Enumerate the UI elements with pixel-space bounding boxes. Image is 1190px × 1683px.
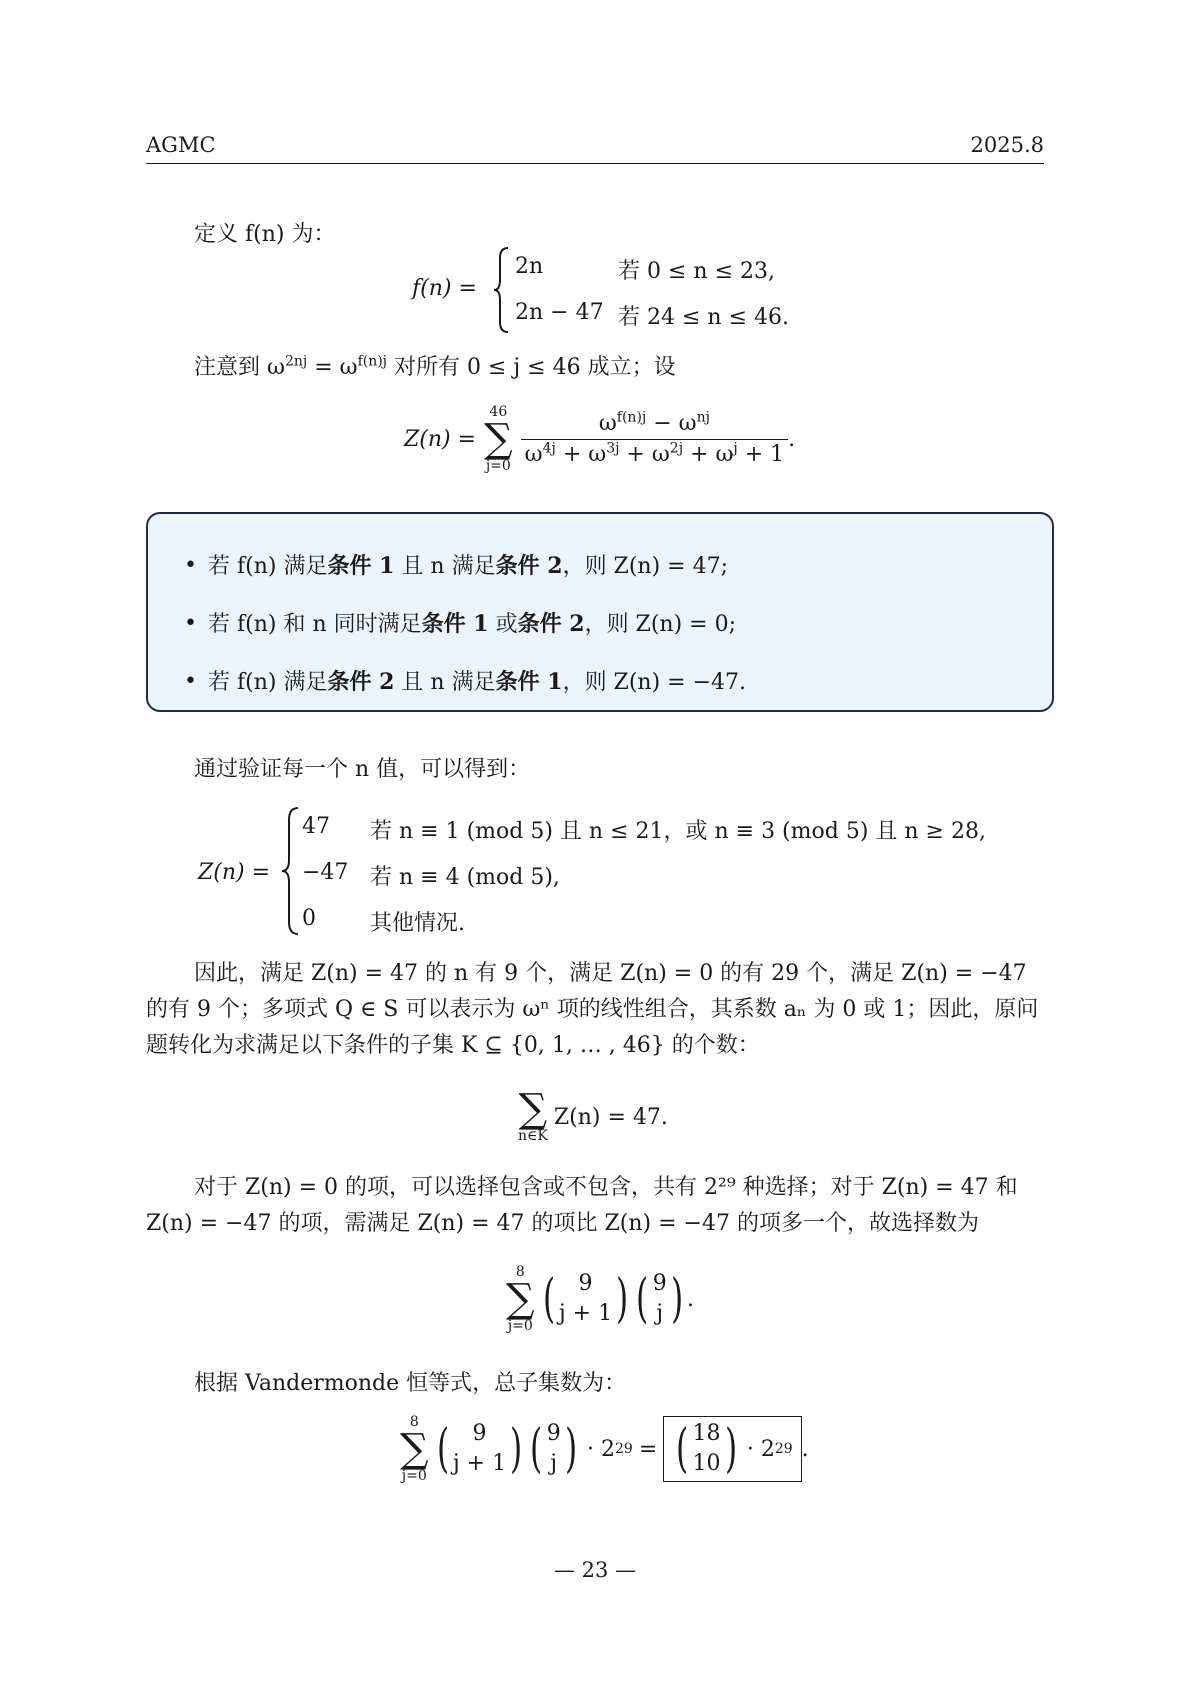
z-definition: Z(n) = 46 ∑ j=0 $\frac{\omega^{f(n)j} - \omega^{nj}}{\omega^{4j} + \omega^{3j} + \omega^{2j} + \omega^j + 1}$ . [404,404,796,474]
zn-case3-cond: 其他情况. [370,911,465,936]
z-def-fraction: $\frac{\omega^{f(n)j} - \omega^{nj}}{\omega^{4j} + \omega^{3j} + \omega^{2j} + \omega^j + 1}$ [521,409,789,470]
zn-case3-val: 0 [302,906,316,931]
zn-case2-val: −47 [302,860,349,885]
zn-cases-lhs: Z(n) = [198,860,271,885]
paragraph-counts: 因此，满足 Z(n) = 47 的 n 有 9 个，满足 Z(n) = 0 的有 29 个，满足 Z(n) = −47 的有 9 个；多项式 Q ∈ S 可以表示为 ωⁿ 项的线性组合，其系数 aₙ 为 0 或 1；因此，原问题转化为求满足以下条件的子集 K ⊆ {0, 1, … , 46} 的个数： [146,961,1039,1058]
fn-case1-cond: 若 0 ≤ n ≤ 23, [618,259,775,284]
header-right: 2025.8 [970,133,1044,157]
sum-over-k: ∑ n∈K Z(n) = 47. [518,1086,668,1144]
callout-item-1: • 若 f(n) 满足条件 1 且 n 满足条件 2，则 Z(n) = 47; [184,553,729,579]
page-number: — 23 — [553,1558,637,1582]
conditions-callout [146,512,1054,712]
definition-intro: 定义 f(n) 为： [194,222,336,247]
callout-item-3: • 若 f(n) 满足条件 2 且 n 满足条件 1，则 Z(n) = −47. [184,669,747,695]
note-line: 注意到 $\omega^{2nj} = \omega^{f(n)j}$ 对所有 0 ≤ j ≤ 46 成立；设 [194,353,676,380]
z-def-lhs: Z(n) = [404,426,477,452]
verify-text: 通过验证每一个 n 值，可以得到： [194,757,531,782]
running-header [146,133,1044,164]
sum-binomial: 8 ∑ j=0 ( 9 j + 1 ) ( 9 j ) . [506,1264,694,1334]
fn-brace [492,246,512,334]
fn-case1-expr: 2n [515,254,544,279]
fn-case2-expr: 2n − 47 [515,300,604,325]
boxed-answer: ( 18 10 ) · 2 29 [663,1416,801,1482]
vandermonde-text: 根据 Vandermonde 恒等式，总子集数为： [194,1371,627,1396]
fn-lhs: f(n) = [412,276,477,301]
final-identity: 8 ∑ j=0 ( 9 j + 1 ) ( 9 j ) · 2 29 = ( 18 10 ) · 2 29 . [400,1414,809,1484]
zn-case1-val: 47 [302,814,330,839]
zn-case1-cond: 若 n ≡ 1 (mod 5) 且 n ≤ 21，或 n ≡ 3 (mod 5) 且 n ≥ 28, [370,819,986,844]
z-def-sum: 46 ∑ j=0 [484,404,513,474]
paragraph-choices: 对于 Z(n) = 0 的项，可以选择包含或不包含，共有 2²⁹ 种选择；对于 Z(n) = 47 和 Z(n) = −47 的项，需满足 Z(n) = 47 的项比 Z(n) = −47 的项多一个，故选择数为 [146,1175,1018,1236]
zn-case2-cond: 若 n ≡ 4 (mod 5), [370,865,560,890]
fn-case2-cond: 若 24 ≤ n ≤ 46. [618,305,789,330]
callout-item-2: • 若 f(n) 和 n 同时满足条件 1 或条件 2，则 Z(n) = 0; [184,611,737,637]
header-left: AGMC [146,133,216,157]
zn-cases-brace [280,806,302,936]
